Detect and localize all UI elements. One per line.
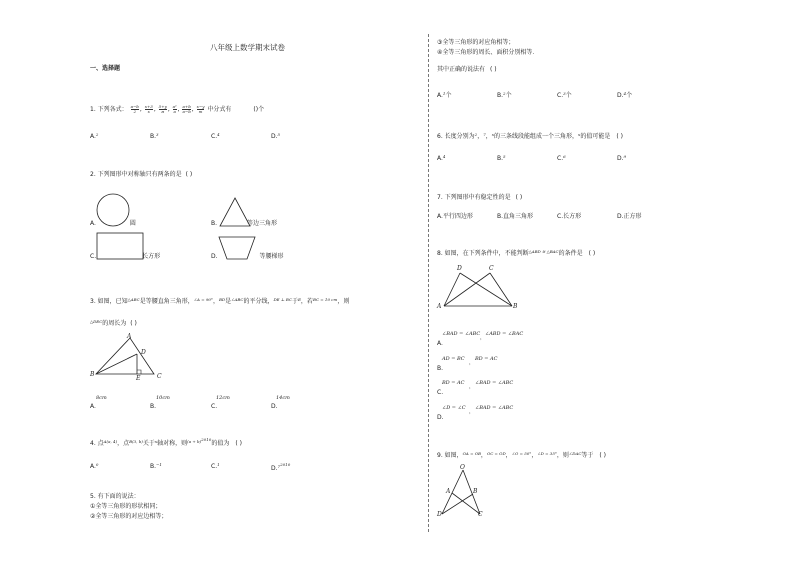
q3-label-a: A	[127, 333, 132, 340]
q9-label-b: B	[473, 488, 478, 495]
question-3-stem: 3. 如图，已知$^{\triangle ABC}$是等腰直角三角形，$^{\angle A = 90^\circ}$，$^{BD}$是$^{\angle ABC}$的平分线，$^{DE \perp BC}$于$^E$，若$^{BC = 10 cm}$，则	[90, 297, 350, 305]
q3-option-a[interactable]: A.	[90, 403, 96, 410]
q7-option-d[interactable]: D.正方形	[617, 213, 642, 220]
fraction-5: $\frac{a+b}{a-b}$	[182, 104, 191, 114]
q8-label-c: C	[489, 265, 494, 272]
q8-label-a: A	[437, 303, 442, 310]
q9-label-o: O	[460, 464, 465, 471]
q5-statement-2: ②全等三角形的对应边相等；	[90, 513, 168, 520]
q8-label-d: D	[457, 265, 462, 272]
q9-label-c: C	[478, 511, 483, 518]
q5-option-c[interactable]: C.$^3$个	[557, 91, 572, 99]
q5-statement-4: ④全等三角形的周长、面积分别相等．	[437, 49, 539, 56]
q4-option-c[interactable]: C.$^1$	[211, 462, 220, 470]
question-9-stem: 9. 如图，$^{OA = OB}$，$^{OC = OD}$，$^{\angle O = 50^\circ}$，$^{\angle D = 35^\circ}$，则$^{\angle DAC}$等于 ( )	[437, 451, 607, 459]
q4-option-d[interactable]: D.$^{7^{2010}}$	[271, 462, 291, 472]
q6-option-d[interactable]: D.$^9$	[617, 154, 627, 162]
q9-label-a: A	[446, 488, 451, 495]
q8-figure	[440, 266, 516, 310]
q3-label-e: E	[136, 375, 141, 382]
q3-label-c: C	[157, 373, 162, 380]
q3-option-c[interactable]: C.	[211, 403, 218, 410]
q5-statement-1: ①全等三角形的形状相同；	[90, 503, 162, 510]
q8-option-c[interactable]: C.	[437, 389, 444, 396]
question-3-stem-line2: $^{\triangle DEC}$的周长为 ( )	[90, 319, 137, 327]
q2-option-d[interactable]: D. 等腰梯形	[211, 253, 284, 260]
page-title: 八年级上数学期末试卷	[210, 43, 285, 52]
q1-option-b[interactable]: B.$^3$	[150, 132, 159, 140]
q4-option-b[interactable]: B.$^{-1}$	[150, 462, 162, 470]
q5-statement-3: ③全等三角形的对应角相等；	[437, 39, 515, 46]
q8-option-d[interactable]: D.	[437, 414, 444, 421]
q3-label-d: D	[141, 349, 146, 356]
question-2-stem: 2. 下列图形中对称轴只有两条的是 ( )	[90, 171, 193, 178]
q1-option-d[interactable]: D.$^5$	[271, 132, 281, 140]
q5-option-b[interactable]: B.$^2$个	[497, 91, 512, 99]
q5-question: 其中正确的说法有 ( )	[437, 66, 497, 73]
q7-option-b[interactable]: B.直角三角形	[497, 213, 534, 220]
q4-option-a[interactable]: A.$^0$	[90, 462, 99, 470]
fraction-2: $\frac{x+3}{x}$	[144, 104, 153, 114]
question-4-stem: 4. 点$^{A(a, 4)}$，点$^{B(3, b)}$关于$^x$轴对称，则$^{(a + b)^{2010}}$的值为 ( )	[90, 437, 242, 447]
q3-option-b[interactable]: B.	[150, 403, 157, 410]
q3-triangle-figure	[90, 332, 162, 382]
section-heading: 一、选择题	[90, 65, 121, 72]
q3-label-b: B	[90, 371, 95, 378]
q5-option-d[interactable]: D.$^4$个	[617, 91, 633, 99]
question-6-stem: 6. 长度分别为$^2$，$^7$，$^x$的三条线段能组成一个三角形，$^x$的值可能是 ( )	[437, 132, 623, 140]
q2-option-b[interactable]: B. 等边三角形	[211, 220, 278, 227]
q7-option-c[interactable]: C.长方形	[557, 213, 582, 220]
q1-option-c[interactable]: C.$^4$	[211, 132, 220, 140]
q6-option-c[interactable]: C.$^6$	[557, 154, 566, 162]
q1-option-a[interactable]: A.$^2$	[90, 132, 99, 140]
q7-option-a[interactable]: A.平行四边形	[437, 213, 473, 220]
question-1-stem: 1. 下列各式： $\frac{a-b}{2}$ , $\frac{x+3}{x}$ , $\frac{5+y}{\pi}$ , $\frac{\text{a²}}{a}$ , $\frac{a+b}{a-b}$ , $\frac{x-y}{m}$ 中分式有 ()个	[90, 104, 265, 114]
q9-label-d: D	[437, 511, 442, 518]
q5-option-a[interactable]: A.$^1$个	[437, 91, 452, 99]
q8-label-b: B	[513, 303, 518, 310]
question-5-stem: 5. 有下面的说法：	[90, 493, 140, 500]
q2-option-a[interactable]: A. 圆	[90, 220, 136, 227]
q8-option-b[interactable]: B.	[437, 365, 444, 372]
fraction-6: $\frac{x-y}{m}$	[196, 104, 205, 114]
q6-option-a[interactable]: A.$^4$	[437, 154, 446, 162]
fraction-1: $\frac{a-b}{2}$	[130, 104, 139, 114]
q8-option-a[interactable]: A.	[437, 340, 443, 347]
q6-option-b[interactable]: B.$^5$	[497, 154, 506, 162]
fraction-4: $\frac{\text{a²}}{a}$	[172, 104, 177, 114]
question-7-stem: 7. 下列图形中有稳定性的是 ( )	[437, 194, 523, 201]
q3-option-d[interactable]: D.	[271, 403, 278, 410]
fraction-3: $\frac{5+y}{\pi}$	[158, 104, 167, 114]
q2-option-c[interactable]: C. 长方形	[90, 253, 161, 260]
column-divider	[428, 34, 429, 532]
question-8-stem: 8. 如图，在下列条件中，不能判断$^{\triangle ABD ≅ \triangle BAC}$的条件是 ( )	[437, 249, 596, 257]
